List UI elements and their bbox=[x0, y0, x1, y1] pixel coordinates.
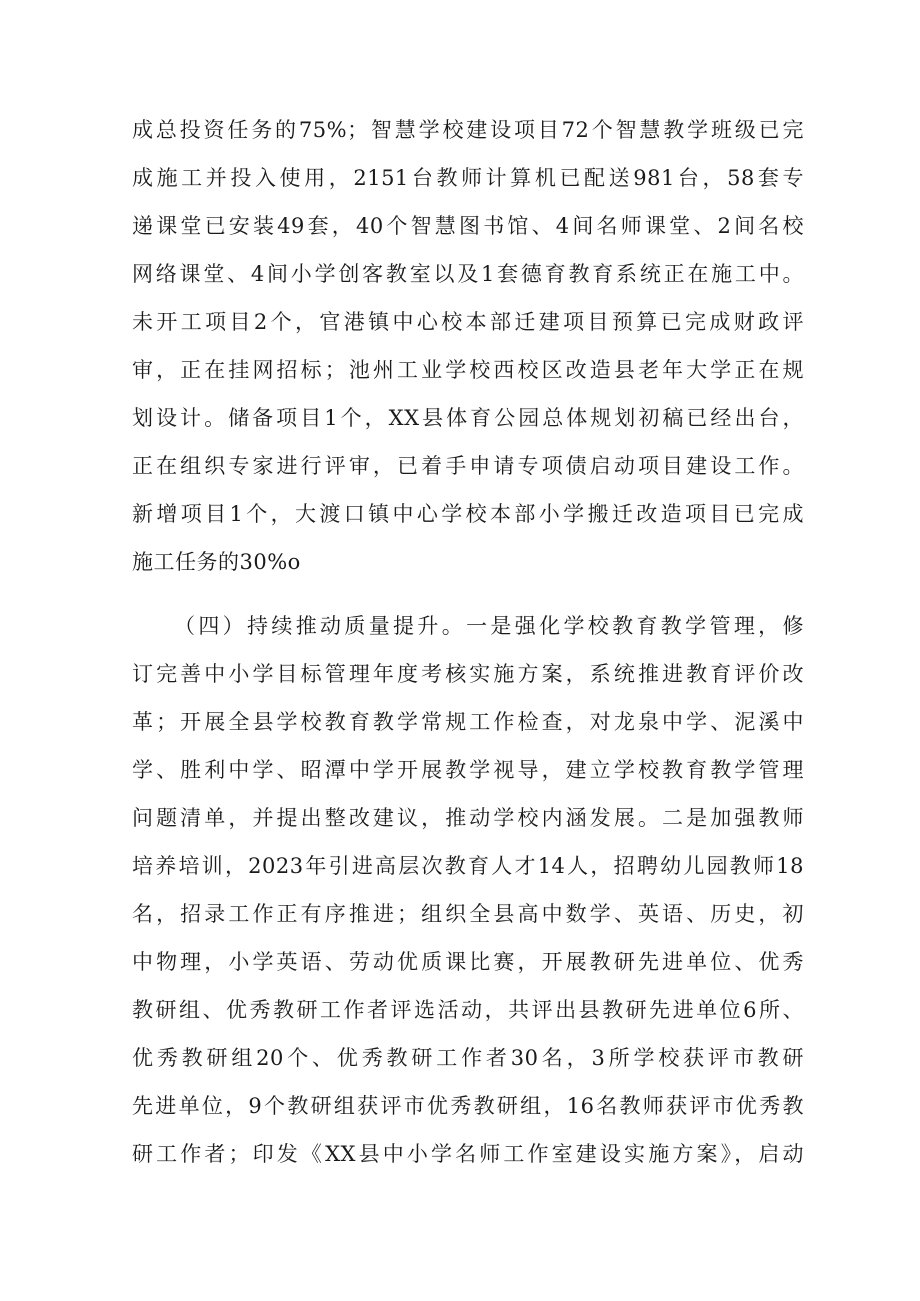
paragraph-line: 新增项目1个，大渡口镇中心学校本部小学搬迁改造项目已完成 bbox=[132, 502, 804, 526]
paragraph-line: 问题清单，并提出整改建议，推动学校内涵发展。二是加强教师 bbox=[132, 806, 804, 830]
paragraph-line: 订完善中小学目标管理年度考核实施方案，系统推进教育评价改 bbox=[132, 662, 804, 686]
paragraph-line: 培养培训，2023年引进高层次教育人才14人，招聘幼儿园教师18 bbox=[132, 854, 804, 878]
paragraph-line: 网络课堂、4间小学创客教室以及1套德育教育系统正在施工中。 bbox=[132, 262, 804, 286]
paragraph-line: 研工作者；印发《XX县中小学名师工作室建设实施方案》，启动 bbox=[132, 1142, 804, 1166]
paragraph-line: 优秀教研组20个、优秀教研工作者30名，3所学校获评市教研 bbox=[132, 1046, 804, 1070]
paragraph-line: 划设计。储备项目1个，XX县体育公园总体规划初稿已经出台， bbox=[132, 406, 804, 430]
paragraph-2 bbox=[132, 602, 804, 1178]
paragraph-line: 教研组、优秀教研工作者评选活动，共评出县教研先进单位6所、 bbox=[132, 998, 804, 1022]
paragraph-line: 先进单位，9个教研组获评市优秀教研组，16名教师获评市优秀教 bbox=[132, 1094, 804, 1118]
paragraph-line: 递课堂已安装49套，40个智慧图书馆、4间名师课堂、2间名校 bbox=[132, 214, 804, 238]
paragraph-line: 成施工并投入使用，2151台教师计算机已配送981台，58套专 bbox=[132, 166, 804, 190]
paragraph-line: 未开工项目2个，官港镇中心校本部迁建项目预算已完成财政评 bbox=[132, 310, 804, 334]
paragraph-line: （四）持续推动质量提升。一是强化学校教育教学管理，修 bbox=[174, 614, 804, 638]
paragraph-line: 成总投资任务的75%；智慧学校建设项目72个智慧教学班级已完 bbox=[132, 118, 804, 142]
paragraph-line: 正在组织专家进行评审，已着手申请专项债启动项目建设工作。 bbox=[132, 454, 804, 478]
paragraph-1 bbox=[132, 106, 804, 586]
paragraph-line: 施工任务的30%o bbox=[132, 550, 301, 574]
paragraph-line: 中物理，小学英语、劳动优质课比赛，开展教研先进单位、优秀 bbox=[132, 950, 804, 974]
paragraph-line: 名，招录工作正有序推进；组织全县高中数学、英语、历史，初 bbox=[132, 902, 804, 926]
paragraph-line: 审，正在挂网招标；池州工业学校西校区改造县老年大学正在规 bbox=[132, 358, 804, 382]
paragraph-line: 革；开展全县学校教育教学常规工作检查，对龙泉中学、泥溪中 bbox=[132, 710, 804, 734]
paragraph-line: 学、胜利中学、昭潭中学开展教学视导，建立学校教育教学管理 bbox=[132, 758, 804, 782]
